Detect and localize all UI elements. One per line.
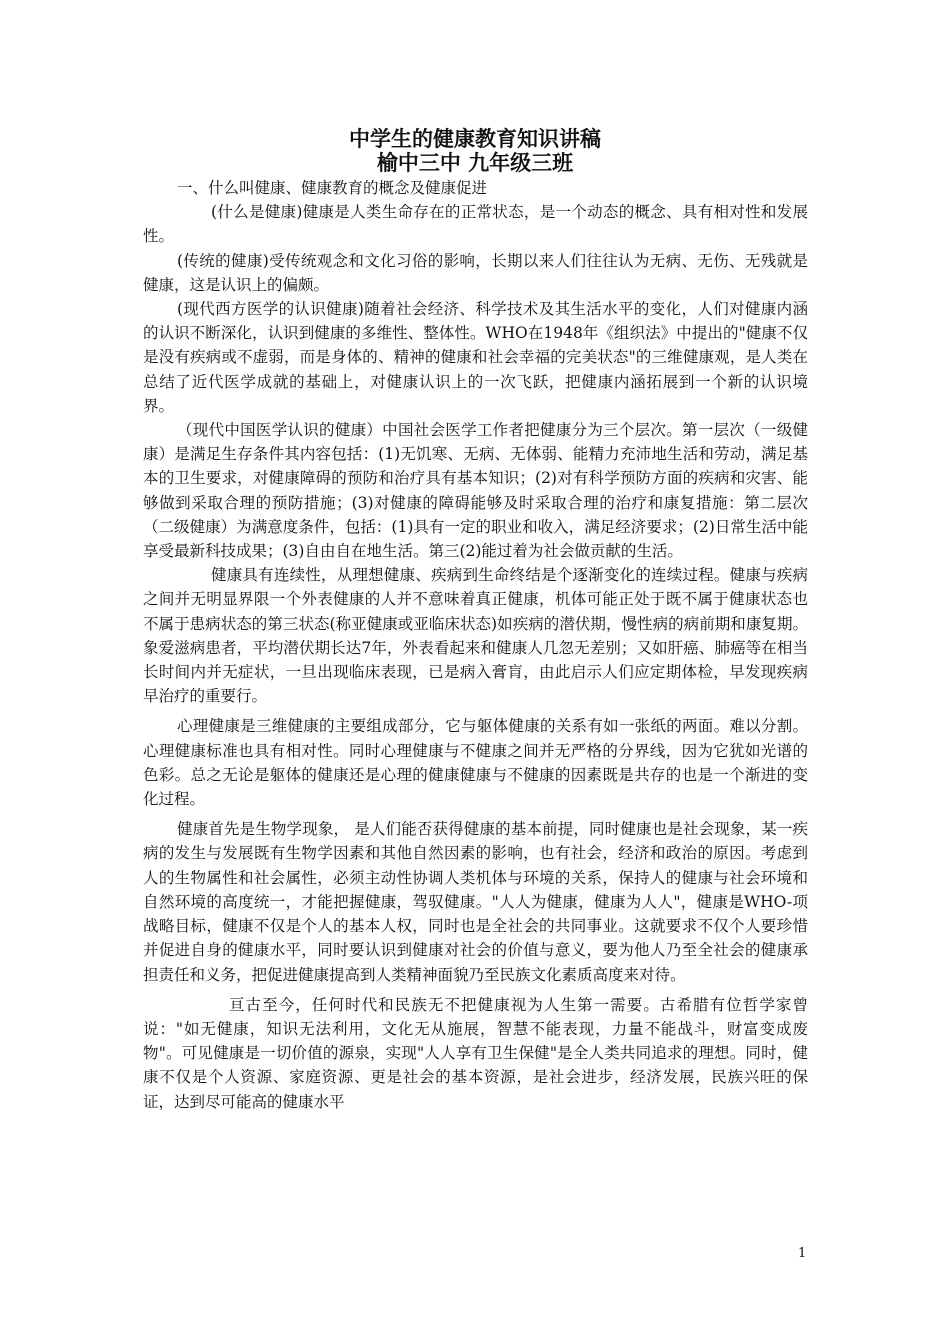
paragraph: 心理健康是三维健康的主要组成部分，它与躯体健康的关系有如一张纸的两面。难以分割。心理健康标准也具有相对性。同时心理健康与不健康之间并无严格的分界线，因为它犹如光谱的色彩。总之无论是躯体的健康还是心理的健康健康与不健康的因素既是共存的也是一个渐进的变化过程。 [143,717,808,809]
document-title: 中学生的健康教育知识讲稿 [349,127,601,151]
paragraph: (现代西方医学的认识健康)随着社会经济、科学技术及其生活水平的变化，人们对健康内涵的认识不断深化，认识到健康的多维性、整体性。WHO在1948年《组织法》中提出的"健康不仅是没有疾病或不虚弱，而是身体的、精神的健康和社会幸福的完美状态"的三维健康观，是人类在总结了近代医学成就的基础上，对健康认识上的一次飞跃，把健康内涵拓展到一个新的认识境界。 [143,300,808,415]
document-subtitle: 榆中三中 九年级三班 [376,151,574,175]
paragraph: 亘古至今，任何时代和民族无不把健康视为人生第一需要。古希腊有位哲学家曾说："如无健康，知识无法利用，文化无从施展，智慧不能表现，力量不能战斗，财富变成废物"。可见健康是一切价值的源泉，实现"人人享有卫生保健"是全人类共同追求的理想。同时，健康不仅是个人资源、家庭资源、更是社会的基本资源，是社会进步，经济发展，民族兴旺的保证，达到尽可能高的健康水平 [143,995,808,1111]
paragraph: (传统的健康)受传统观念和文化习俗的影响，长期以来人们往往认为无病、无伤、无残就是健康，这是认识上的偏颇。 [143,251,808,294]
paragraph: (什么是健康)健康是人类生命存在的正常状态，是一个动态的概念、具有相对性和发展性。 [143,203,808,246]
paragraph: 健康首先是生物学现象， 是人们能否获得健康的基本前提，同时健康也是社会现象，某一疾病的发生与发展既有生物学因素和其他自然因素的影响，也有社会，经济和政治的原因。考虑到人的生物属性和社会属性，必须主动性协调人类机体与环境的关系，保持人的健康与社会环境和自然环境的高度统一，才能把握健康，驾驭健康。"人人为健康，健康为人人"，健康是WHO-项战略目标，健康不仅是个人的基本人权，同时也是全社会的共同事业。这就要求不仅个人要珍惜并促进自身的健康水平，同时要认识到健康对社会的价值与意义，要为他人乃至全社会的健康承担责任和义务，把促进健康提高到人类精神面貌乃至民族文化素质高度来对待。 [143,820,808,984]
section-heading: 一、什么叫健康、健康教育的概念及健康促进 [177,179,488,197]
page-number: 1 [798,1246,807,1261]
document-body [143,176,808,1114]
paragraph: （现代中国医学认识的健康）中国社会医学工作者把健康分为三个层次。第一层次（一级健康）是满足生存条件其内容包括：(1)无饥寒、无病、无体弱、能精力充沛地生活和劳动，满足基本的卫生要求，对健康障碍的预防和治疗具有基本知识；(2)对有科学预防方面的疾病和灾害、能够做到采取合理的预防措施；(3)对健康的障碍能够及时采取合理的治疗和康复措施：第二层次（二级健康）为满意度条件，包括：(1)具有一定的职业和收入，满足经济要求；(2)日常生活中能享受最新科技成果；(3)自由自在地生活。第三(2)能过着为社会做贡献的生活。 [143,421,808,561]
paragraph: 健康具有连续性，从理想健康、疾病到生命终结是个逐渐变化的连续过程。健康与疾病之间并无明显界限一个外表健康的人并不意味着真正健康，机体可能正处于既不属于健康状态也不属于患病状态的第三状态(称亚健康或亚临床状态)如疾病的潜伏期，慢性病的病前期和康复期。象爱滋病患者，平均潜伏期长达7年，外表看起来和健康人几忽无差别；又如肝癌、肺癌等在相当长时间内并无症状，一旦出现临床表现，已是病入膏肓，由此启示人们应定期体检，早发现疾病早治疗的重要行。 [143,566,808,706]
